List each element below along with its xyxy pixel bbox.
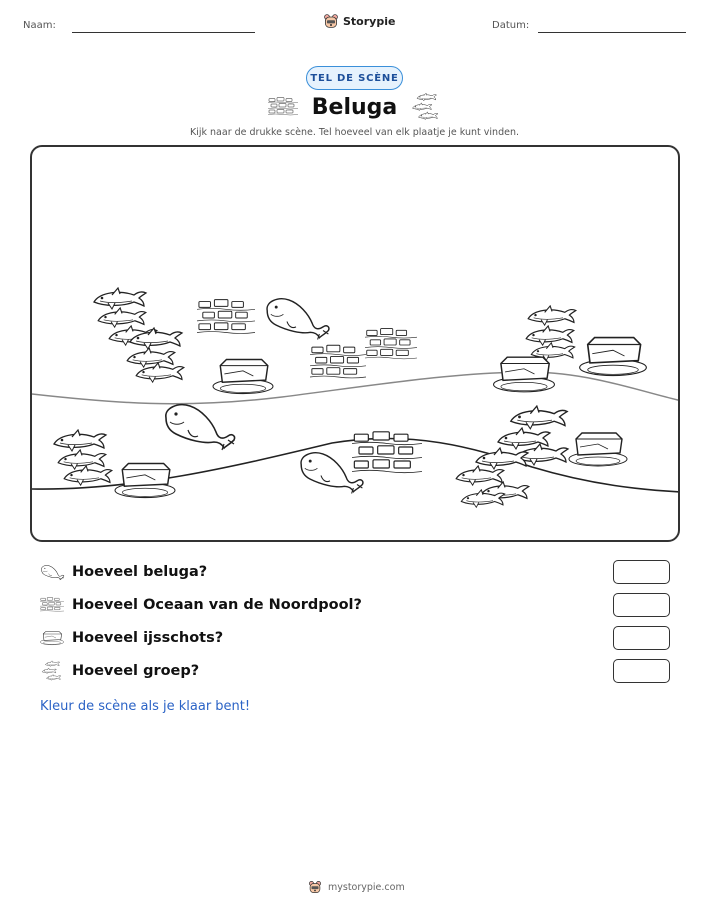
storypie-bear-icon	[308, 880, 322, 894]
question-label: Hoeveel beluga?	[72, 564, 208, 580]
page-title: Beluga	[311, 94, 398, 120]
question-row	[38, 592, 670, 618]
ice-floe	[580, 338, 647, 376]
site-footer	[308, 880, 405, 894]
pod	[94, 288, 184, 382]
beluga	[301, 453, 363, 494]
pod-icon	[411, 92, 441, 122]
answer-box[interactable]	[613, 626, 670, 650]
beluga-icon	[38, 561, 66, 583]
date-line[interactable]	[538, 32, 686, 33]
brand-logo	[323, 13, 395, 29]
arctic-ocean-icon	[38, 594, 66, 616]
ice-floe	[115, 463, 175, 497]
pod	[526, 306, 576, 360]
name-label: Naam:	[23, 20, 56, 31]
question-row	[38, 625, 670, 651]
ice-floe	[569, 433, 627, 466]
ice-floe	[494, 357, 555, 392]
pod	[456, 406, 568, 507]
counting-scene[interactable]	[30, 145, 680, 542]
pod	[54, 430, 112, 485]
beluga	[166, 405, 235, 450]
ice-floe-icon	[38, 627, 66, 649]
question-label: Hoeveel Oceaan van de Noordpool?	[72, 597, 362, 613]
question-row	[38, 559, 670, 585]
answer-box[interactable]	[613, 593, 670, 617]
arctic-ocean-icon	[268, 95, 298, 119]
question-label: Hoeveel ijsschots?	[72, 630, 224, 646]
question-label: Hoeveel groep?	[72, 663, 200, 679]
instructions: Kijk naar de drukke scène. Tel hoeveel van elk plaatje je kunt vinden.	[190, 127, 519, 138]
question-row	[38, 658, 670, 684]
coloring-instruction: Kleur de scène als je klaar bent!	[40, 699, 251, 714]
scene-illustration	[32, 147, 680, 542]
arctic-ocean	[365, 329, 417, 359]
pod-icon	[38, 660, 66, 682]
storypie-bear-icon	[323, 13, 339, 29]
answer-box[interactable]	[613, 659, 670, 683]
beluga	[267, 299, 329, 340]
site-url[interactable]: mystorypie.com	[328, 881, 405, 893]
arctic-ocean	[352, 432, 422, 473]
date-label: Datum:	[492, 20, 530, 31]
brand-name: Storypie	[343, 14, 396, 28]
arctic-ocean	[197, 300, 255, 334]
name-line[interactable]	[72, 32, 255, 33]
ice-floe	[213, 359, 273, 393]
activity-badge: TEL DE SCÈNE	[306, 66, 403, 90]
arctic-ocean	[310, 345, 366, 378]
title-row	[0, 92, 709, 122]
answer-box[interactable]	[613, 560, 670, 584]
